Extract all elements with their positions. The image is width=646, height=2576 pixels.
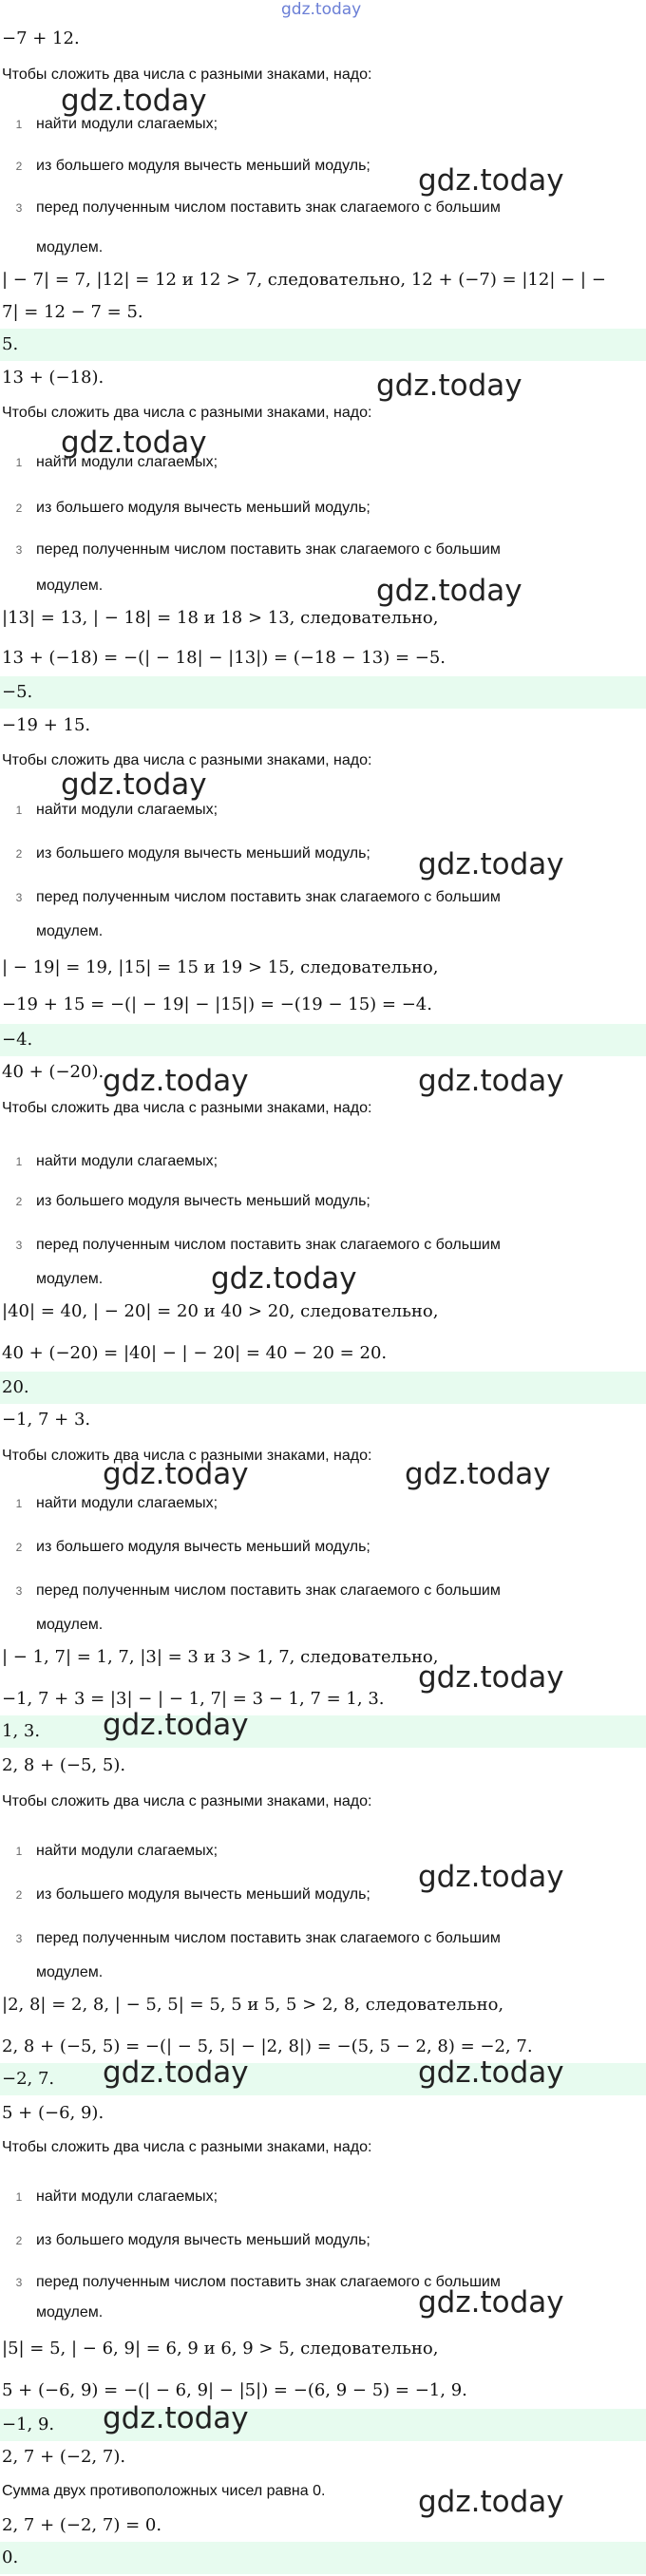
step-number: 2 — [15, 1541, 23, 1554]
step-text: модулем. — [36, 923, 104, 939]
watermark: gdz.today — [418, 1064, 564, 1098]
watermark: gdz.today — [103, 1457, 249, 1491]
explanation: |5| = 5, | − 6, 9| = 6, 9 и 6, 9 > 5, следовательно, — [2, 2339, 439, 2358]
step-number: 2 — [15, 160, 23, 173]
explanation: 2, 8 + (−5, 5) = −(| − 5, 5| − |2, 8|) = −(5, 5 − 2, 8) = −2, 7. — [2, 2036, 533, 2056]
step-text: перед полученным числом поставить знак слагаемого с большим — [36, 889, 501, 905]
step-2 — [0, 492, 646, 524]
step-text: из большего модуля вычесть меньший модуль; — [36, 1193, 370, 1209]
step-3 — [0, 534, 646, 566]
step-number: 2 — [15, 847, 23, 861]
step-3-cont — [0, 916, 646, 948]
watermark: gdz.today — [418, 2285, 564, 2320]
explanation: | − 7| = 7, |12| = 12 и 12 > 7, следовательно, 12 + (−7) = |12| − | − — [2, 270, 606, 290]
step-text: из большего модуля вычесть меньший модуль; — [36, 845, 370, 862]
step-text: найти модули слагаемых; — [36, 454, 218, 470]
watermark: gdz.today — [418, 2485, 564, 2519]
explanation: |40| = 40, | − 20| = 20 и 40 > 20, следовательно, — [2, 1301, 439, 1321]
step-text: модулем. — [36, 1964, 104, 1980]
step-3-cont — [0, 1609, 646, 1641]
answer-1: 5. — [0, 329, 646, 361]
step-text: из большего модуля вычесть меньший модуль; — [36, 2232, 370, 2248]
problem-5: −1, 7 + 3. — [2, 1410, 91, 1430]
explanation: 2, 7 + (−2, 7) = 0. — [2, 2515, 162, 2535]
watermark: gdz.today — [418, 847, 564, 881]
step-text: модулем. — [36, 1617, 104, 1633]
watermark: gdz.today — [103, 1064, 249, 1098]
problem-1: −7 + 12. — [2, 28, 80, 48]
problem-6: 2, 8 + (−5, 5). — [2, 1755, 126, 1775]
watermark: gdz.today — [103, 2055, 249, 2090]
watermark: gdz.today — [103, 1708, 249, 1742]
rule-text: Чтобы сложить два числа с разными знаками, надо: — [2, 1793, 372, 1809]
explanation: |2, 8| = 2, 8, | − 5, 5| = 5, 5 и 5, 5 > 2, 8, следовательно, — [2, 1995, 504, 2015]
step-text: модулем. — [36, 239, 104, 256]
step-number: 2 — [15, 502, 23, 515]
step-number: 2 — [15, 1888, 23, 1902]
step-number: 3 — [15, 891, 23, 904]
answer-2: −5. — [0, 676, 646, 709]
step-text: найти модули слагаемых; — [36, 2188, 218, 2205]
step-text: модулем. — [36, 578, 104, 594]
rule-text: Чтобы сложить два числа с разными знаками, надо: — [2, 2139, 372, 2155]
step-text: перед полученным числом поставить знак слагаемого с большим — [36, 1930, 501, 1946]
watermark: gdz.today — [61, 767, 207, 802]
step-number: 1 — [15, 456, 23, 469]
step-text: найти модули слагаемых; — [36, 802, 218, 818]
watermark: gdz.today — [418, 1860, 564, 1894]
step-text: из большего модуля вычесть меньший модуль; — [36, 158, 370, 174]
step-number: 1 — [15, 804, 23, 817]
step-number: 3 — [15, 543, 23, 557]
explanation: Сумма двух противоположных чисел равна 0. — [2, 2483, 326, 2499]
step-text: перед полученным числом поставить знак слагаемого с большим — [36, 1582, 501, 1599]
step-1 — [0, 1487, 646, 1520]
step-1 — [0, 2181, 646, 2213]
explanation: −1, 7 + 3 = |3| − | − 1, 7| = 3 − 1, 7 = 1, 3. — [2, 1689, 385, 1709]
step-3-cont — [0, 1957, 646, 1989]
step-text: найти модули слагаемых; — [36, 116, 218, 132]
step-3 — [0, 1229, 646, 1261]
step-number: 1 — [15, 1845, 23, 1858]
step-text: найти модули слагаемых; — [36, 1495, 218, 1511]
problem-2: 13 + (−18). — [2, 368, 104, 388]
answer-4: 20. — [0, 1372, 646, 1404]
rule-text: Чтобы сложить два числа с разными знаками, надо: — [2, 66, 372, 83]
step-text: перед полученным числом поставить знак слагаемого с большим — [36, 541, 501, 558]
answer-6: −2, 7. — [0, 2063, 646, 2095]
step-number: 1 — [15, 1155, 23, 1168]
answer-7: −1, 9. — [0, 2409, 646, 2441]
step-number: 3 — [15, 201, 23, 215]
watermark: gdz.today — [405, 1457, 551, 1491]
problem-8: 2, 7 + (−2, 7). — [2, 2447, 126, 2467]
step-3 — [0, 1923, 646, 1955]
step-3-cont — [0, 232, 646, 264]
step-2 — [0, 1185, 646, 1218]
rule-text: Чтобы сложить два числа с разными знаками, надо: — [2, 1448, 372, 1464]
step-text: модулем. — [36, 2304, 104, 2320]
rule-text: Чтобы сложить два числа с разными знаками, надо: — [2, 1100, 372, 1116]
step-number: 3 — [15, 1932, 23, 1945]
answer-8: 0. — [0, 2542, 646, 2574]
watermark: gdz.today — [418, 2055, 564, 2090]
watermark: gdz.today — [376, 369, 522, 403]
watermark: gdz.today — [211, 1261, 357, 1296]
step-number: 1 — [15, 2190, 23, 2204]
step-text: перед полученным числом поставить знак слагаемого с большим — [36, 1237, 501, 1253]
step-2 — [0, 1531, 646, 1563]
step-text: найти модули слагаемых; — [36, 1843, 218, 1859]
watermark: gdz.today — [376, 574, 522, 608]
explanation: 7| = 12 − 7 = 5. — [2, 302, 143, 322]
explanation: 13 + (−18) = −(| − 18| − |13|) = (−18 − 13) = −5. — [2, 648, 446, 668]
step-text: перед полученным числом поставить знак слагаемого с большим — [36, 199, 501, 216]
rule-text: Чтобы сложить два числа с разными знаками, надо: — [2, 752, 372, 768]
watermark: gdz.today — [61, 426, 207, 460]
watermark: gdz.today — [418, 163, 564, 198]
step-number: 3 — [15, 1584, 23, 1598]
problem-7: 5 + (−6, 9). — [2, 2103, 104, 2123]
step-number: 2 — [15, 1195, 23, 1208]
step-number: 3 — [15, 2276, 23, 2289]
watermark: gdz.today — [418, 1660, 564, 1695]
step-text: из большего модуля вычесть меньший модуль; — [36, 500, 370, 516]
site-logo[interactable]: gdz.today — [281, 0, 362, 19]
step-number: 3 — [15, 1239, 23, 1252]
step-2 — [0, 2225, 646, 2257]
explanation: 40 + (−20) = |40| − | − 20| = 40 − 20 = 20. — [2, 1343, 388, 1363]
rule-text: Чтобы сложить два числа с разными знаками, надо: — [2, 405, 372, 421]
answer-3: −4. — [0, 1024, 646, 1056]
explanation: 5 + (−6, 9) = −(| − 6, 9| − |5|) = −(6, 9 − 5) = −1, 9. — [2, 2380, 467, 2400]
step-3 — [0, 1575, 646, 1607]
problem-3: −19 + 15. — [2, 715, 91, 735]
step-text: найти модули слагаемых; — [36, 1153, 218, 1169]
step-text: из большего модуля вычесть меньший модуль; — [36, 1886, 370, 1903]
explanation: |13| = 13, | − 18| = 18 и 18 > 13, следовательно, — [2, 608, 439, 628]
step-3-cont — [0, 570, 646, 602]
step-text: модулем. — [36, 1271, 104, 1287]
step-3 — [0, 881, 646, 914]
step-1 — [0, 1146, 646, 1178]
explanation: | − 1, 7| = 1, 7, |3| = 3 и 3 > 1, 7, следовательно, — [2, 1647, 439, 1667]
watermark: gdz.today — [61, 84, 207, 118]
explanation: | − 19| = 19, |15| = 15 и 19 > 15, следовательно, — [2, 957, 439, 977]
watermark: gdz.today — [103, 2401, 249, 2435]
step-text: из большего модуля вычесть меньший модуль; — [36, 1539, 370, 1555]
step-number: 2 — [15, 2234, 23, 2247]
step-number: 1 — [15, 118, 23, 131]
explanation: −19 + 15 = −(| − 19| − |15|) = −(19 − 15) = −4. — [2, 994, 432, 1014]
step-text: перед полученным числом поставить знак слагаемого с большим — [36, 2274, 501, 2290]
step-number: 1 — [15, 1497, 23, 1510]
answer-5: 1, 3. — [0, 1715, 646, 1748]
problem-4: 40 + (−20). — [2, 1062, 104, 1082]
